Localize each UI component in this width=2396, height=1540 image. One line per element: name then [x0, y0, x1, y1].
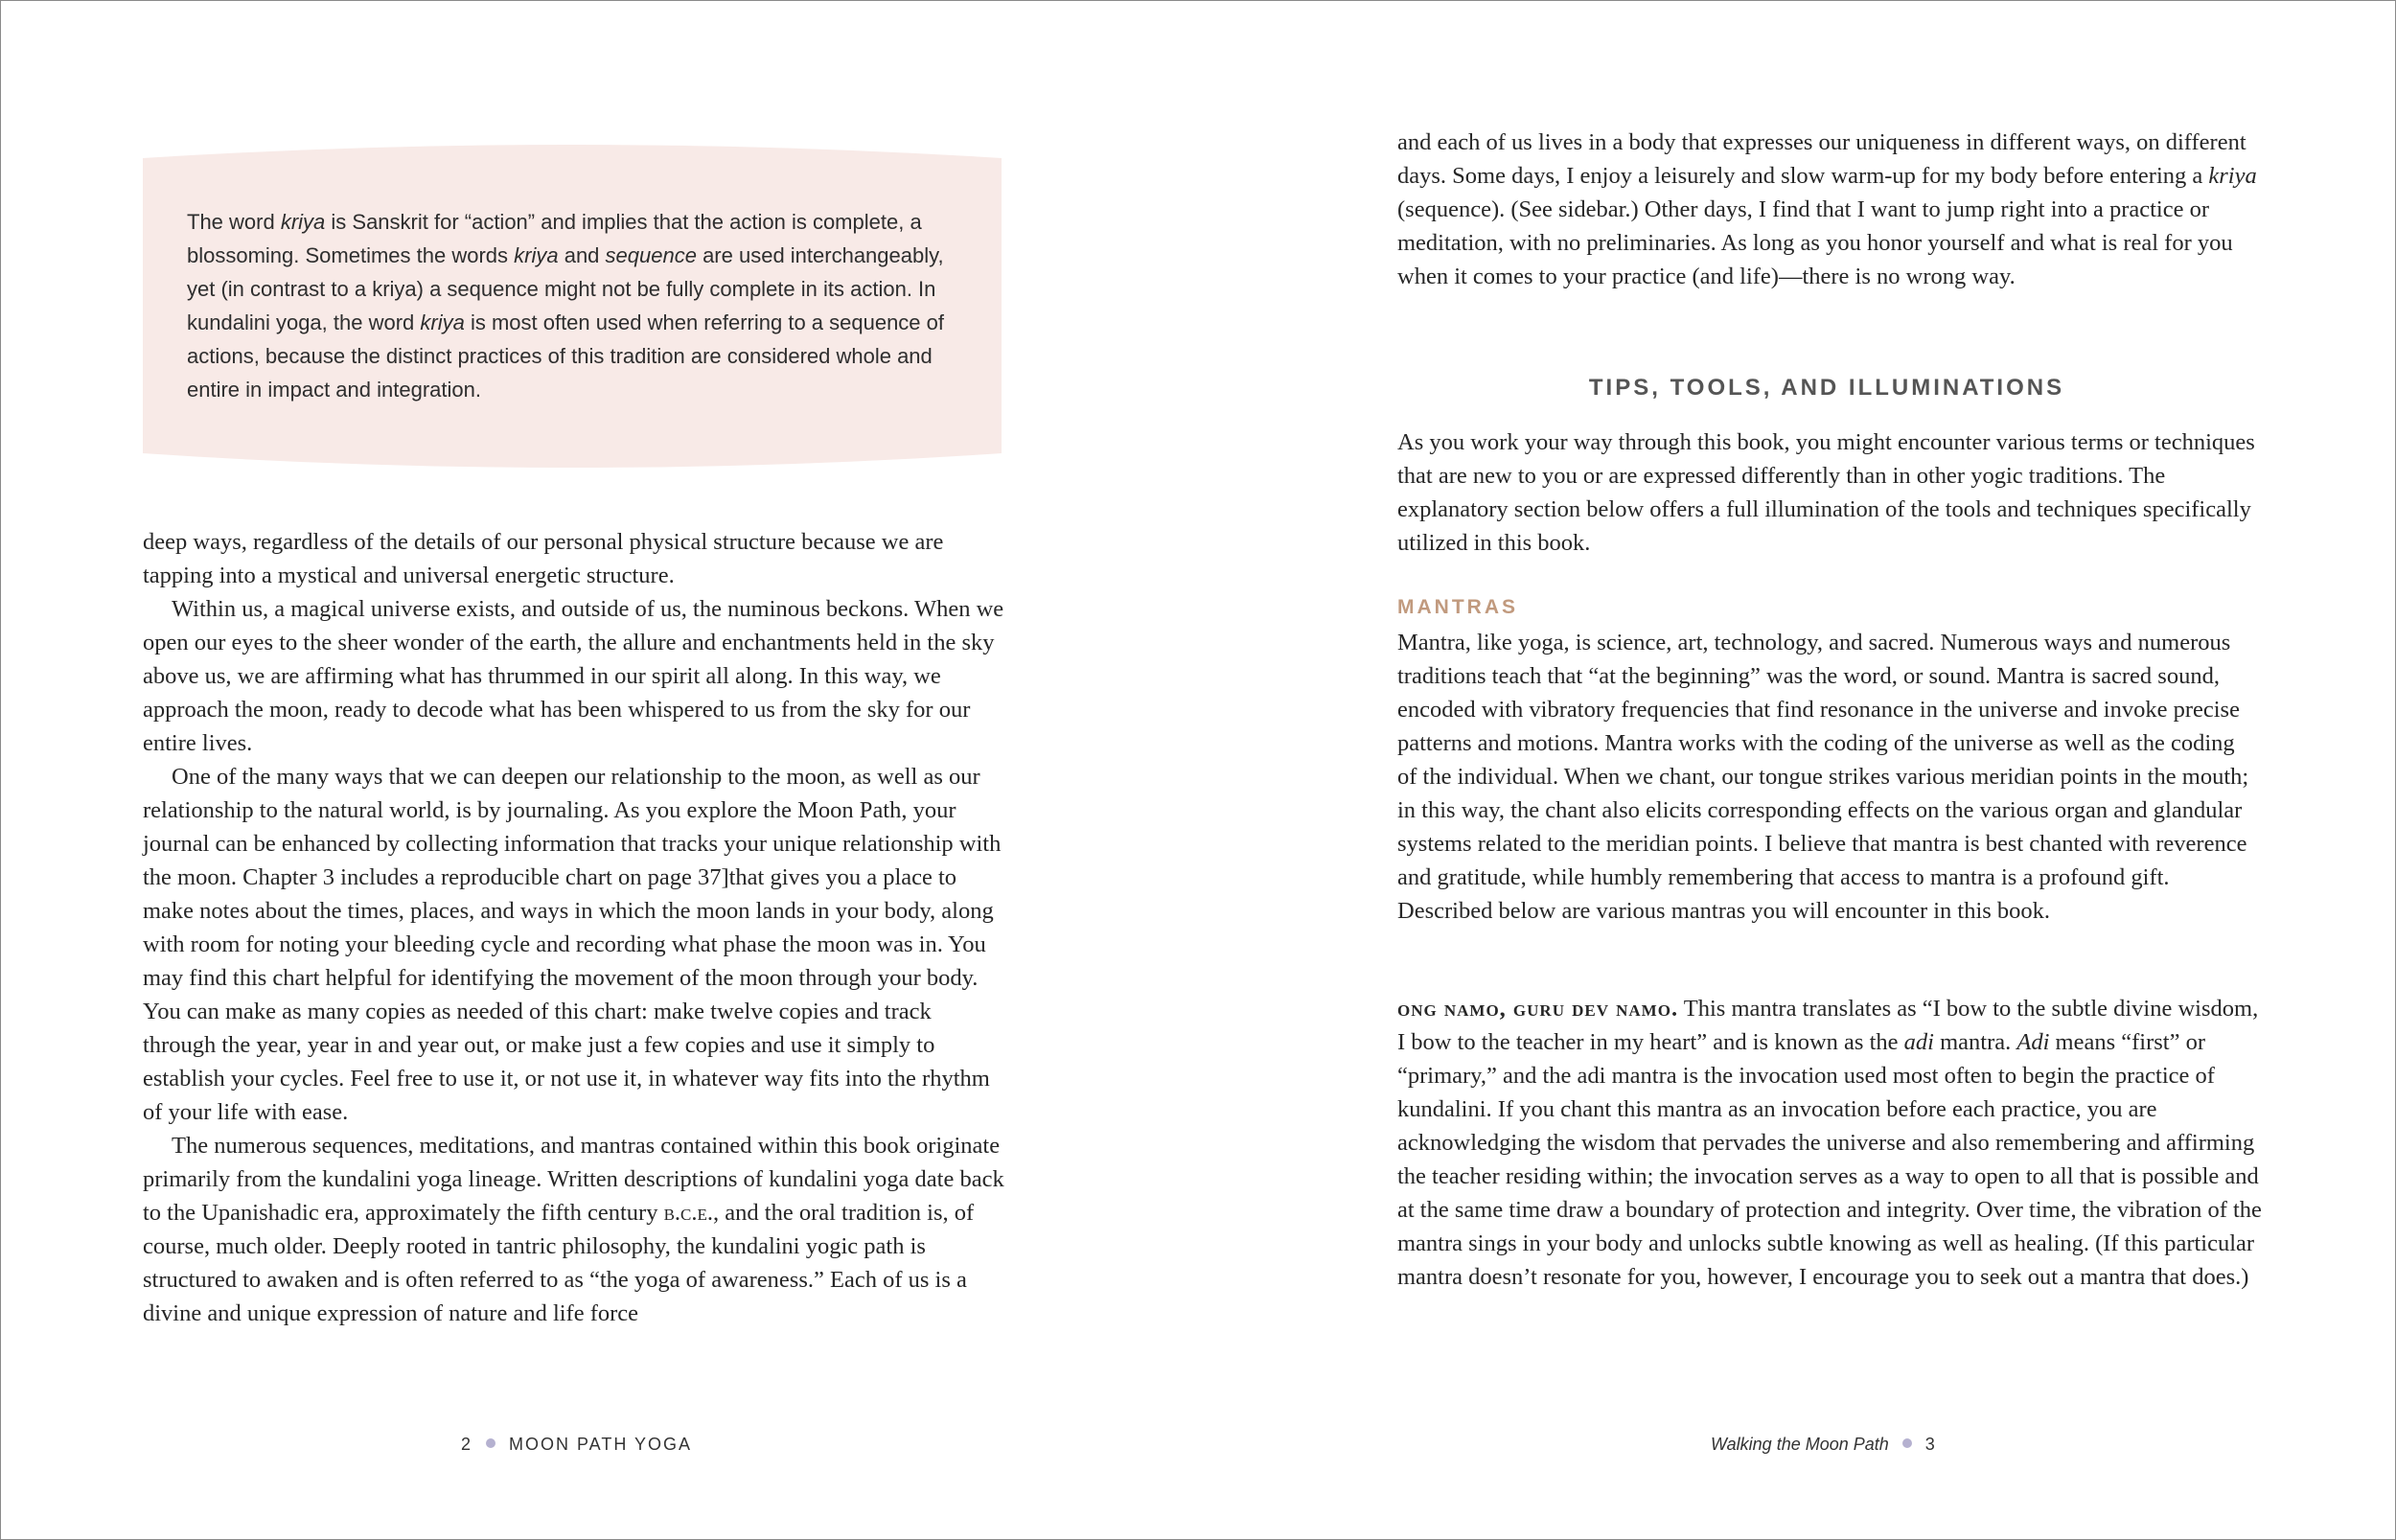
right-top-text: and each of us lives in a body that expresses our uniqueness in different ways, on different days. Some days, I enjoy a leisurely and slow warm-up for my body before entering a kriya (sequence). (See sidebar.) Other days, I find that I want to jump right into a practice or meditation, with no preliminaries. As long as you honor yourself and what is real for you when it comes to your practice (and life)—there is no wrong way. [1397, 129, 2257, 289]
page-footer-right [1711, 1435, 1935, 1455]
sidebar-text: The word kriya is Sanskrit for “action” and implies that the action is complete, a blossoming. Sometimes the words kriya and sequence are used interchangeably, yet (in contrast to a kriya) a sequence might not be fully complete in its action. In kundalini yoga, the word kriya is most often used when referring to a sequence of actions, because the distinct practices of this tradition are considered whole and entire in impact and integration. [187, 210, 945, 402]
paragraph: deep ways, regardless of the details of our personal physical structure because we are tapping into a mystical and universal energetic structure. [143, 529, 944, 588]
paragraph: Within us, a magical universe exists, and outside of us, the numinous beckons. When we open our eyes to the sheer wonder of the earth, the allure and enchantments held in the sky above us, we are affirming what has thrummed in our spirit all along. In this way, we approach the moon, ready to decode what has been whispered to us from the sky for our entire lives. [143, 596, 1004, 756]
running-title: Walking the Moon Path [1711, 1435, 1889, 1454]
paragraph: The numerous sequences, meditations, and mantras contained within this book originate primarily from the kundalini yoga lineage. Written descriptions of kundalini yoga date back to the Upanishadic era, approximately the fifth century b.c.e., and the oral tradition is, of course, much older. Deeply rooted in tantric philosophy, the kundalini yogic path is structured to awaken and is often referred to as “the yoga of awareness.” Each of us is a divine and unique expression of nature and life force [143, 1133, 1004, 1326]
mantras-paragraph: Mantra, like yoga, is science, art, technology, and sacred. Numerous ways and numerous traditions teach that “at the beginning” was the word, or sound. Mantra is sacred sound, encoded with vibratory frequencies that find resonance in the universe and invoke precise patterns and motions. Mantra works with the coding of the universe as well as the coding of the individual. When we chant, our tongue strikes various meridian points in the mouth; in this way, the chant also elicits corresponding effects on the various organ and glandular systems related to the meridian points. I believe that mantra is best chanted with reverence and gratitude, while humbly remembering that access to mantra is a profound gift. Described below are various mantras you will encounter in this book. [1397, 630, 2249, 924]
page-footer-left [461, 1435, 692, 1455]
footer-dot-icon [486, 1438, 495, 1448]
footer-dot-icon [1902, 1438, 1912, 1448]
sidebar-box [143, 145, 1002, 482]
adi-mantra-paragraph: ong namo, guru dev namo. This mantra translates as “I bow to the subtle divine wisdom, I bow to the teacher in my heart” and is known as the adi mantra. Adi means “first” or “primary,” and the adi mantra is the invocation used most often to begin the practice of kundalini. If you chant this mantra as an invocation before each practice, you are acknowledging the wisdom that pervades the universe and also remembering and affirming the teacher residing within; the invocation serves as a way to open to all that is possible and at the same time draw a boundary of protection and integrity. Over time, the vibration of the mantra sings in your body and unlocks subtle knowing as well as healing. (If this particular mantra doesn’t resonate for you, however, I encourage you to seek out a mantra that does.) [1397, 996, 2262, 1290]
left-page [1, 1, 1198, 1539]
left-body-text [143, 525, 1005, 1330]
running-title: MOON PATH YOGA [509, 1435, 693, 1454]
intro-paragraph: As you work your way through this book, you might encounter various terms or techniques that are new to you or are expressed differently than in other yogic traditions. The explanatory section below offers a full illumination of the tools and techniques specifically utilized in this book. [1397, 429, 2255, 556]
page-number: 2 [461, 1435, 473, 1454]
right-page [1198, 1, 2395, 1539]
subheading-mantras: MANTRAS [1397, 596, 1518, 618]
paragraph: One of the many ways that we can deepen our relationship to the moon, as well as our relationship to the natural world, is by journaling. As you explore the Moon Path, your journal can be enhanced by collecting information that tracks your unique relationship with the moon. Chapter 3 includes a reproducible chart on page 37]that gives you a place to make notes about the times, places, and ways in which the moon lands in your body, along with room for noting your bleeding cycle and recording what phase the moon was in. You may find this chart helpful for identifying the movement of the moon through your body. You can make as many copies as needed of this chart: make twelve copies and track through the year, year in and year out, or make just a few copies and use it simply to establish your cycles. Feel free to use it, or not use it, in whatever way fits into the rhythm of your life with ease. [143, 764, 1002, 1125]
page-number: 3 [1924, 1435, 1935, 1454]
section-heading: TIPS, TOOLS, AND ILLUMINATIONS [1588, 375, 2065, 401]
mantra-name: ong namo, guru dev namo. [1397, 996, 1679, 1022]
